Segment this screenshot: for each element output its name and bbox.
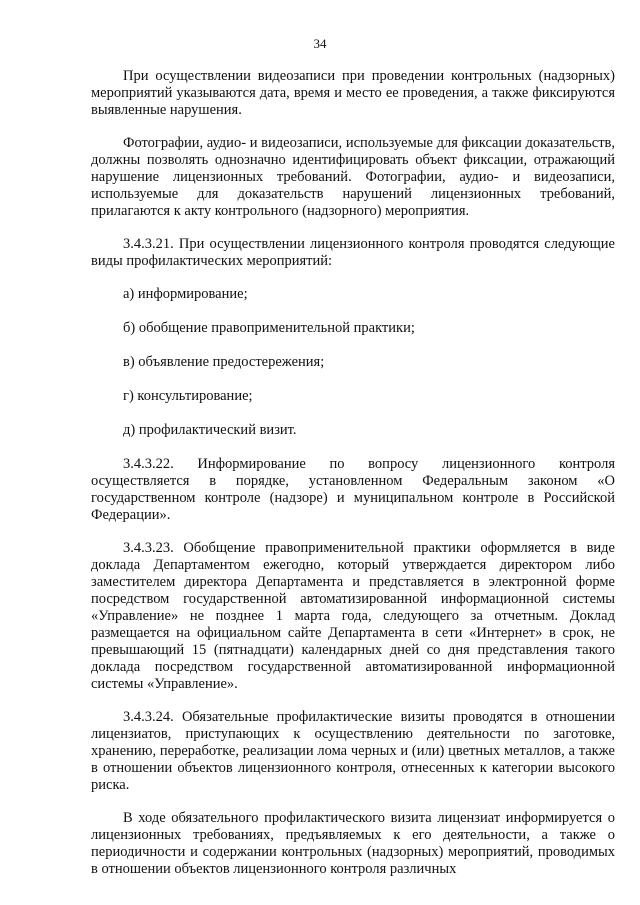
paragraph-3-4-3-21: 3.4.3.21. При осуществлении лицензионного контроля проводятся следующие виды профилактических мероприятий: bbox=[91, 236, 615, 269]
page-number: 34 bbox=[313, 36, 327, 51]
paragraph-photo-evidence: Фотографии, аудио- и видеозаписи, используемые для фиксации доказательств, должны позволять однозначно идентифицировать объект фиксации, отражающий нарушение лицензионных требований. Фотографии, аудио- и видеозаписи, используемые для доказательств нарушений лицензионных требований, прилагаются к акту контрольного (надзорного) мероприятия. bbox=[91, 135, 615, 219]
paragraph-mandatory-visit: В ходе обязательного профилактического визита лицензиат информируется о лицензионных требованиях, предъявляемых к его деятельности, а также о периодичности и содержании контрольных (надзорных) мероприятий, проводимых в отношении объектов лицензионного контроля различных bbox=[91, 810, 615, 877]
paragraph-3-4-3-23: 3.4.3.23. Обобщение правоприменительной практики оформляется в виде доклада Департаментом ежегодно, который утверждается директором либо заместителем директора Департамента и представляется в электронной форме посредством государственной автоматизированной информационной системы «Управление» не позднее 1 марта года, следующего за отчетным. Доклад размещается на официальном сайте Департамента в сети «Интернет» в срок, не превышающий 15 (пятнадцати) календарных дней со дня представления такого доклада посредством государственной автоматизированной информационной системы «Управление». bbox=[91, 540, 615, 692]
paragraph-video-recording: При осуществлении видеозаписи при проведении контрольных (надзорных) мероприятий указываются дата, время и место ее проведения, а также фиксируются выявленные нарушения. bbox=[91, 68, 615, 118]
list-item-g: г) консультирование; bbox=[123, 388, 253, 404]
list-item-a: а) информирование; bbox=[123, 286, 248, 302]
document-body bbox=[91, 68, 615, 878]
list-item-b: б) обобщение правоприменительной практики; bbox=[123, 320, 415, 336]
list-item-v: в) объявление предостережения; bbox=[123, 354, 325, 370]
paragraph-3-4-3-24: 3.4.3.24. Обязательные профилактические визиты проводятся в отношении лицензиатов, приступающих к осуществлению деятельности по заготовке, хранению, переработке, реализации лома черных и (или) цветных металлов, а также в отношении объектов лицензионного контроля, отнесенных к категории высокого риска. bbox=[91, 709, 615, 793]
paragraph-3-4-3-22: 3.4.3.22. Информирование по вопросу лицензионного контроля осуществляется в порядке, установленном Федеральным законом «О государственном контроле (надзоре) и муниципальном контроле в Российской Федерации». bbox=[91, 456, 615, 523]
list-item-d: д) профилактический визит. bbox=[123, 422, 297, 438]
